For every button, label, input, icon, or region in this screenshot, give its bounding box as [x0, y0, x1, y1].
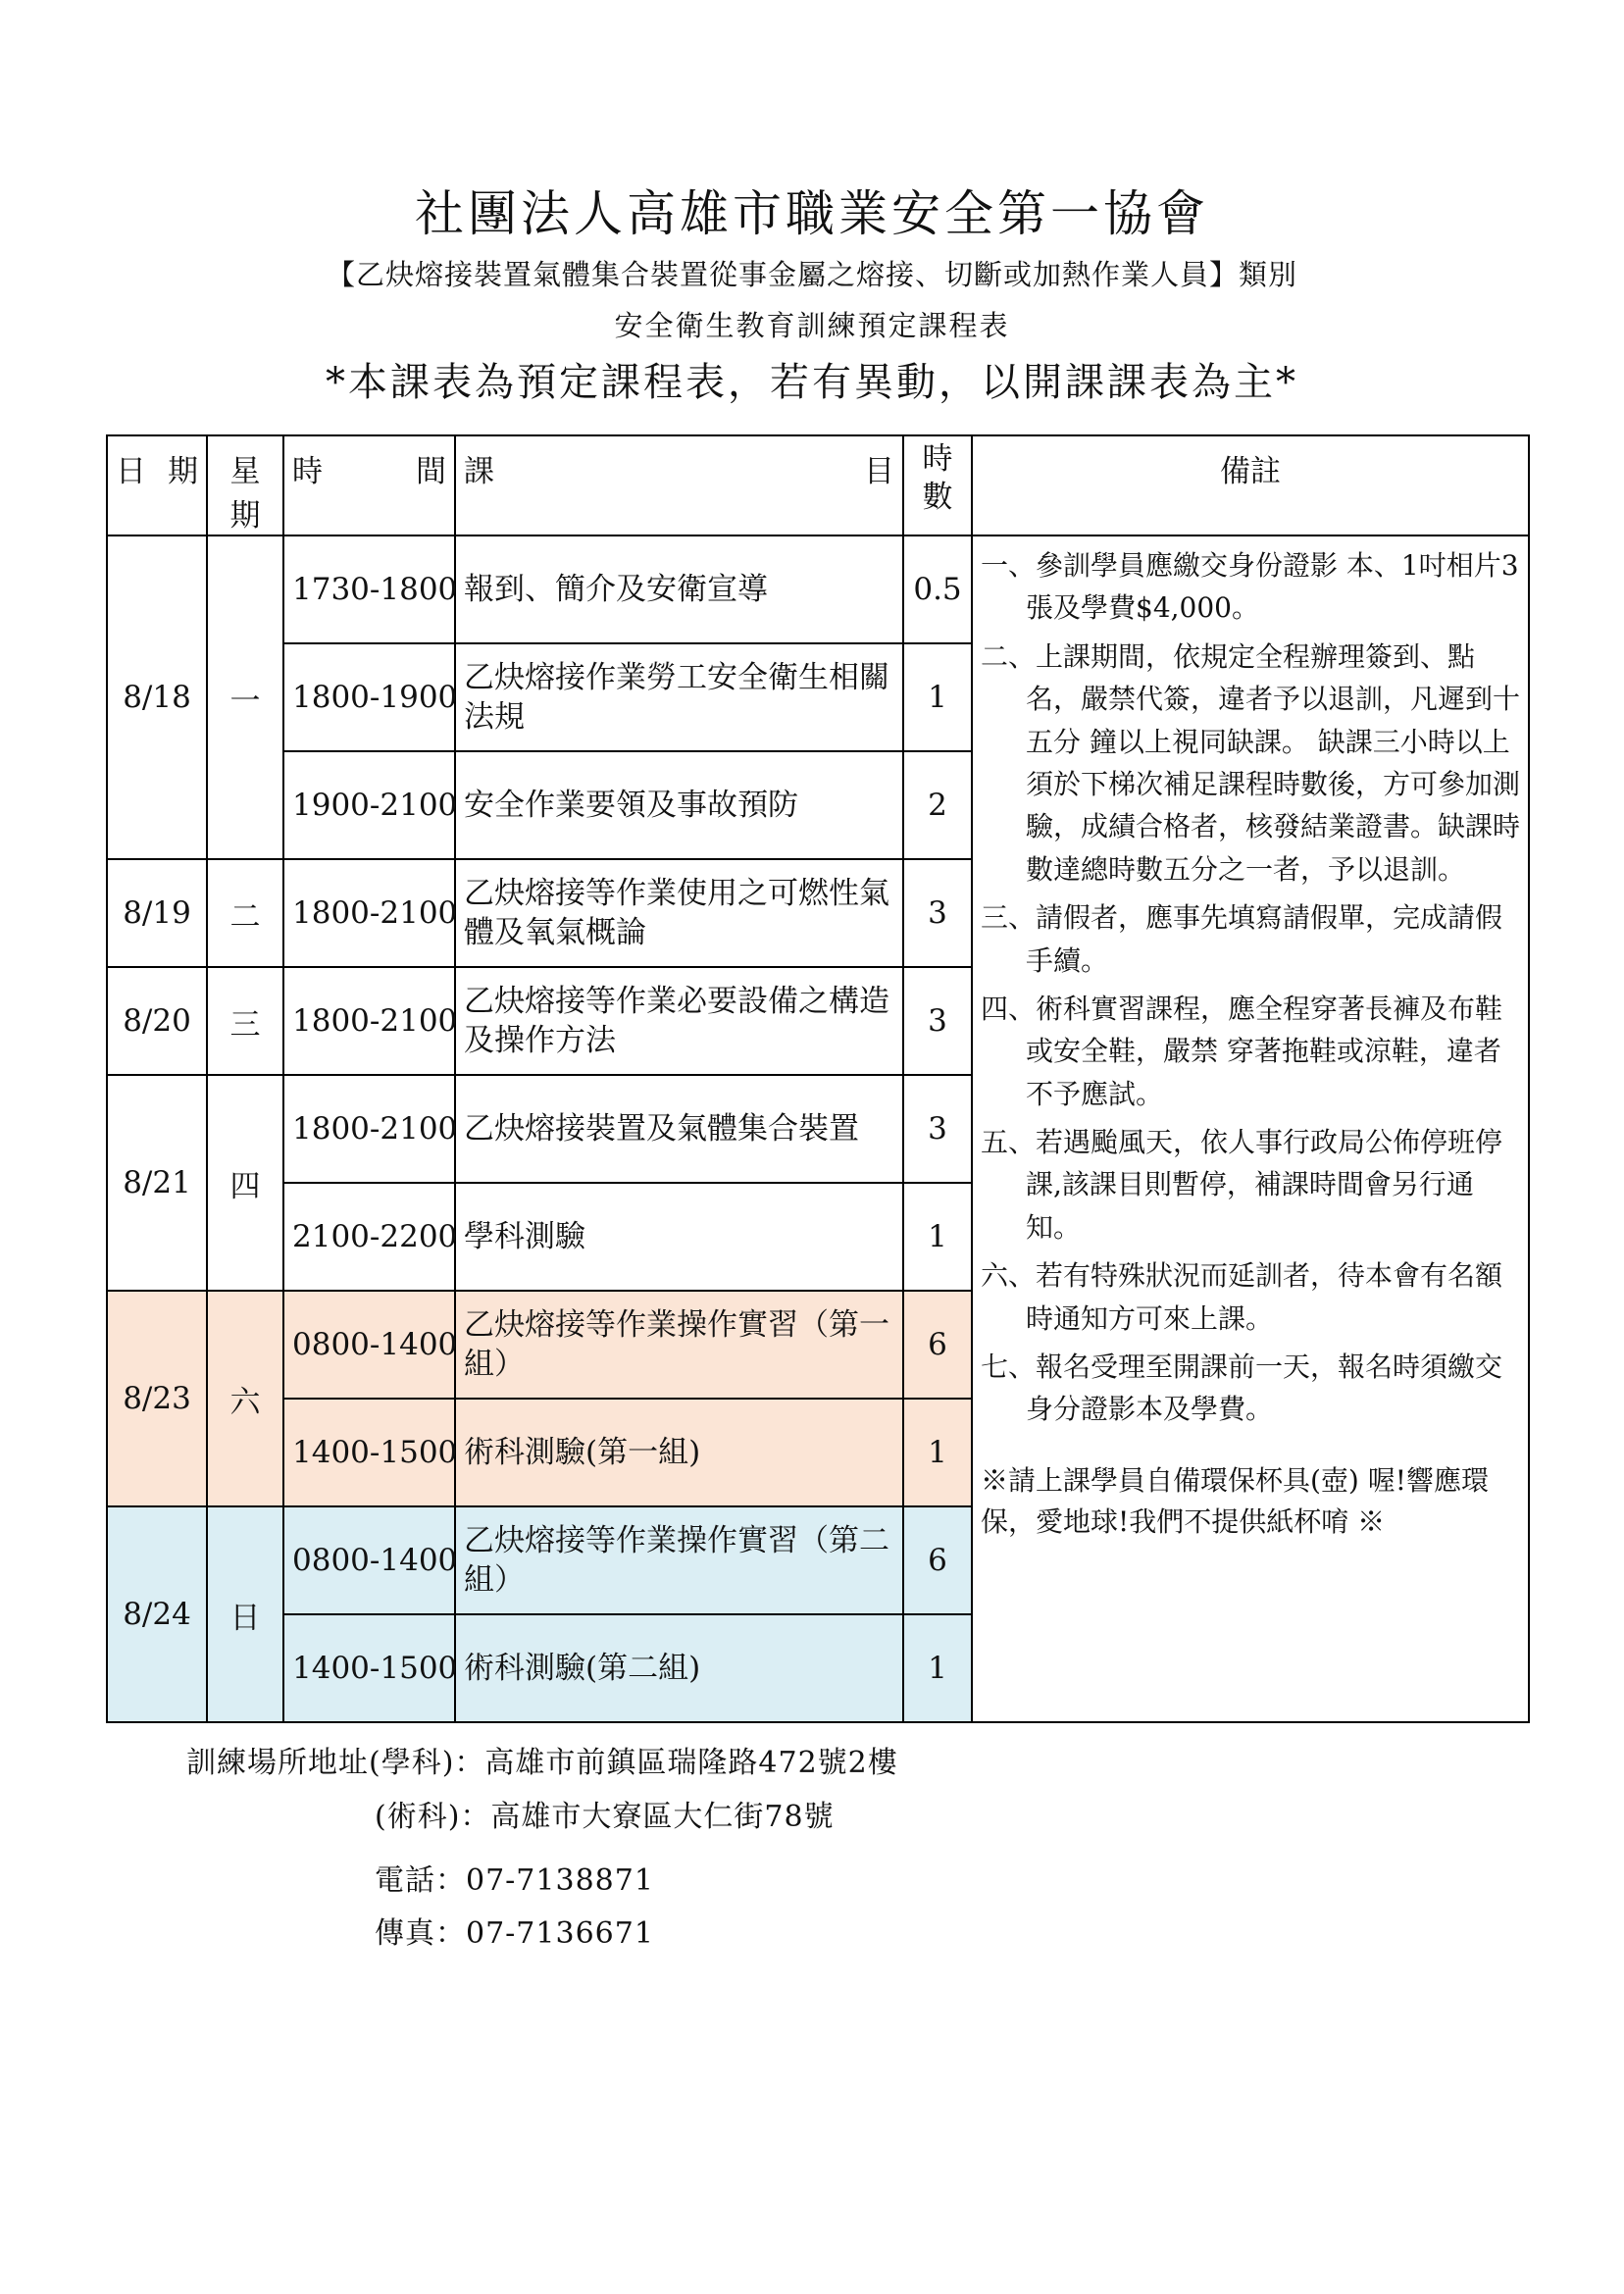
- weekday-cell: 日: [207, 1506, 283, 1722]
- header-weekday: 星期: [207, 435, 283, 535]
- time-cell: 1900-2100: [283, 751, 455, 859]
- weekday-cell: 一: [207, 535, 283, 859]
- header-course: 課 目: [455, 435, 903, 535]
- time-cell: 1400-1500: [283, 1399, 455, 1506]
- practical-label: (術科)：: [375, 1800, 491, 1834]
- note-item: 二、上課期間，依規定全程辦理簽到、點名，嚴禁代簽，違者予以退訓，凡遲到十五分 鐘以上視同缺課。 缺課三小時以上須於下梯次補足課程時數後，方可參加測驗，成績合格者，核發結業證書。缺課時數達總時數五分之一者，予以退訓。: [981, 639, 1521, 886]
- note-item: 五、若遇颱風天，依人事行政局公佈停班停課,該課目則暫停，補課時間會另行通知。: [981, 1126, 1503, 1244]
- phone-number: 電話：07-7138871: [375, 1863, 654, 1898]
- time-cell: 1400-1500: [283, 1614, 455, 1722]
- hours-cell: 1: [903, 1399, 972, 1506]
- date-cell: 8/18: [107, 535, 207, 859]
- hours-cell: 3: [903, 1075, 972, 1183]
- practical-value: 高雄市大寮區大仁街78號: [490, 1800, 835, 1834]
- weekday-cell: 二: [207, 859, 283, 967]
- practical-address-line: [375, 1792, 835, 1835]
- fax-number: 傳真：07-7136671: [375, 1916, 654, 1951]
- course-cell: 乙炔熔接裝置及氣體集合裝置: [455, 1075, 903, 1183]
- date-cell: 8/19: [107, 859, 207, 967]
- course-cell: 乙炔熔接等作業操作實習（第一組）: [455, 1291, 903, 1399]
- header-notes: 備註: [972, 435, 1529, 535]
- schedule-title: 安全衛生教育訓練預定課程表: [614, 309, 1010, 342]
- table-header-row: [107, 435, 1529, 535]
- hours-cell: 3: [903, 859, 972, 967]
- course-cell: 學科測驗: [455, 1183, 903, 1291]
- hours-cell: 1: [903, 1614, 972, 1722]
- time-cell: 1800-1900: [283, 643, 455, 751]
- notes-cell: [972, 535, 1529, 1722]
- header-time: 時 間: [283, 435, 455, 535]
- hours-cell: 6: [903, 1291, 972, 1399]
- weekday-cell: 六: [207, 1291, 283, 1506]
- course-cell: 乙炔熔接等作業必要設備之構造及操作方法: [455, 967, 903, 1075]
- weekday-cell: 四: [207, 1075, 283, 1291]
- course-cell: 乙炔熔接等作業使用之可燃性氣體及氧氣概論: [455, 859, 903, 967]
- date-cell: 8/24: [107, 1506, 207, 1722]
- hours-cell: 1: [903, 1183, 972, 1291]
- course-category: 【乙炔熔接裝置氣體集合裝置從事金屬之熔接、切斷或加熱作業人員】類別: [326, 258, 1297, 291]
- hours-cell: 3: [903, 967, 972, 1075]
- header-date: 日 期: [107, 435, 207, 535]
- course-cell: 術科測驗(第二組): [455, 1614, 903, 1722]
- eco-cup-note: ※請上課學員自備環保杯具(壺) 喔!響應環保，愛地球!我們不提供紙杯唷 ※: [981, 1463, 1490, 1538]
- date-cell: 8/20: [107, 967, 207, 1075]
- header-hours: 時數: [903, 435, 972, 535]
- schedule-notice: *本課表為預定課程表，若有異動，以開課課表為主*: [326, 360, 1298, 405]
- page-title: 社團法人高雄市職業安全第一協會: [415, 185, 1209, 242]
- note-item: 六、若有特殊狀況而延訓者，待本會有名額時通知方可來上課。: [981, 1259, 1503, 1335]
- date-cell: 8/23: [107, 1291, 207, 1506]
- hours-cell: 1: [903, 643, 972, 751]
- address-line: [186, 1738, 898, 1781]
- time-cell: 0800-1400: [283, 1291, 455, 1399]
- hours-cell: 6: [903, 1506, 972, 1614]
- hours-cell: 2: [903, 751, 972, 859]
- course-cell: 術科測驗(第一組): [455, 1399, 903, 1506]
- table-row: [107, 535, 1529, 643]
- note-item: 七、報名受理至開課前一天，報名時須繳交身分證影本及學費。: [981, 1351, 1503, 1426]
- schedule-table: [106, 434, 1530, 1723]
- course-cell: 乙炔熔接作業勞工安全衛生相關法規: [455, 643, 903, 751]
- time-cell: 1730-1800: [283, 535, 455, 643]
- note-item: 一、參訓學員應繳交身份證影 本、1吋相片3張及學費$4,000。: [981, 549, 1519, 625]
- date-cell: 8/21: [107, 1075, 207, 1291]
- course-cell: 報到、簡介及安衛宣導: [455, 535, 903, 643]
- time-cell: 1800-2100: [283, 967, 455, 1075]
- address-label: 訓練場所地址(學科)：: [186, 1746, 485, 1780]
- note-item: 三、請假者，應事先填寫請假單，完成請假手續。: [981, 901, 1503, 977]
- time-cell: 2100-2200: [283, 1183, 455, 1291]
- time-cell: 1800-2100: [283, 859, 455, 967]
- time-cell: 1800-2100: [283, 1075, 455, 1183]
- weekday-cell: 三: [207, 967, 283, 1075]
- hours-cell: 0.5: [903, 535, 972, 643]
- note-item: 四、術科實習課程，應全程穿著長褲及布鞋或安全鞋，嚴禁 穿著拖鞋或涼鞋，違者不予應試。: [981, 992, 1503, 1110]
- address-value: 高雄市前鎮區瑞隆路472號2樓: [484, 1746, 898, 1780]
- course-cell: 乙炔熔接等作業操作實習（第二組）: [455, 1506, 903, 1614]
- time-cell: 0800-1400: [283, 1506, 455, 1614]
- course-cell: 安全作業要領及事故預防: [455, 751, 903, 859]
